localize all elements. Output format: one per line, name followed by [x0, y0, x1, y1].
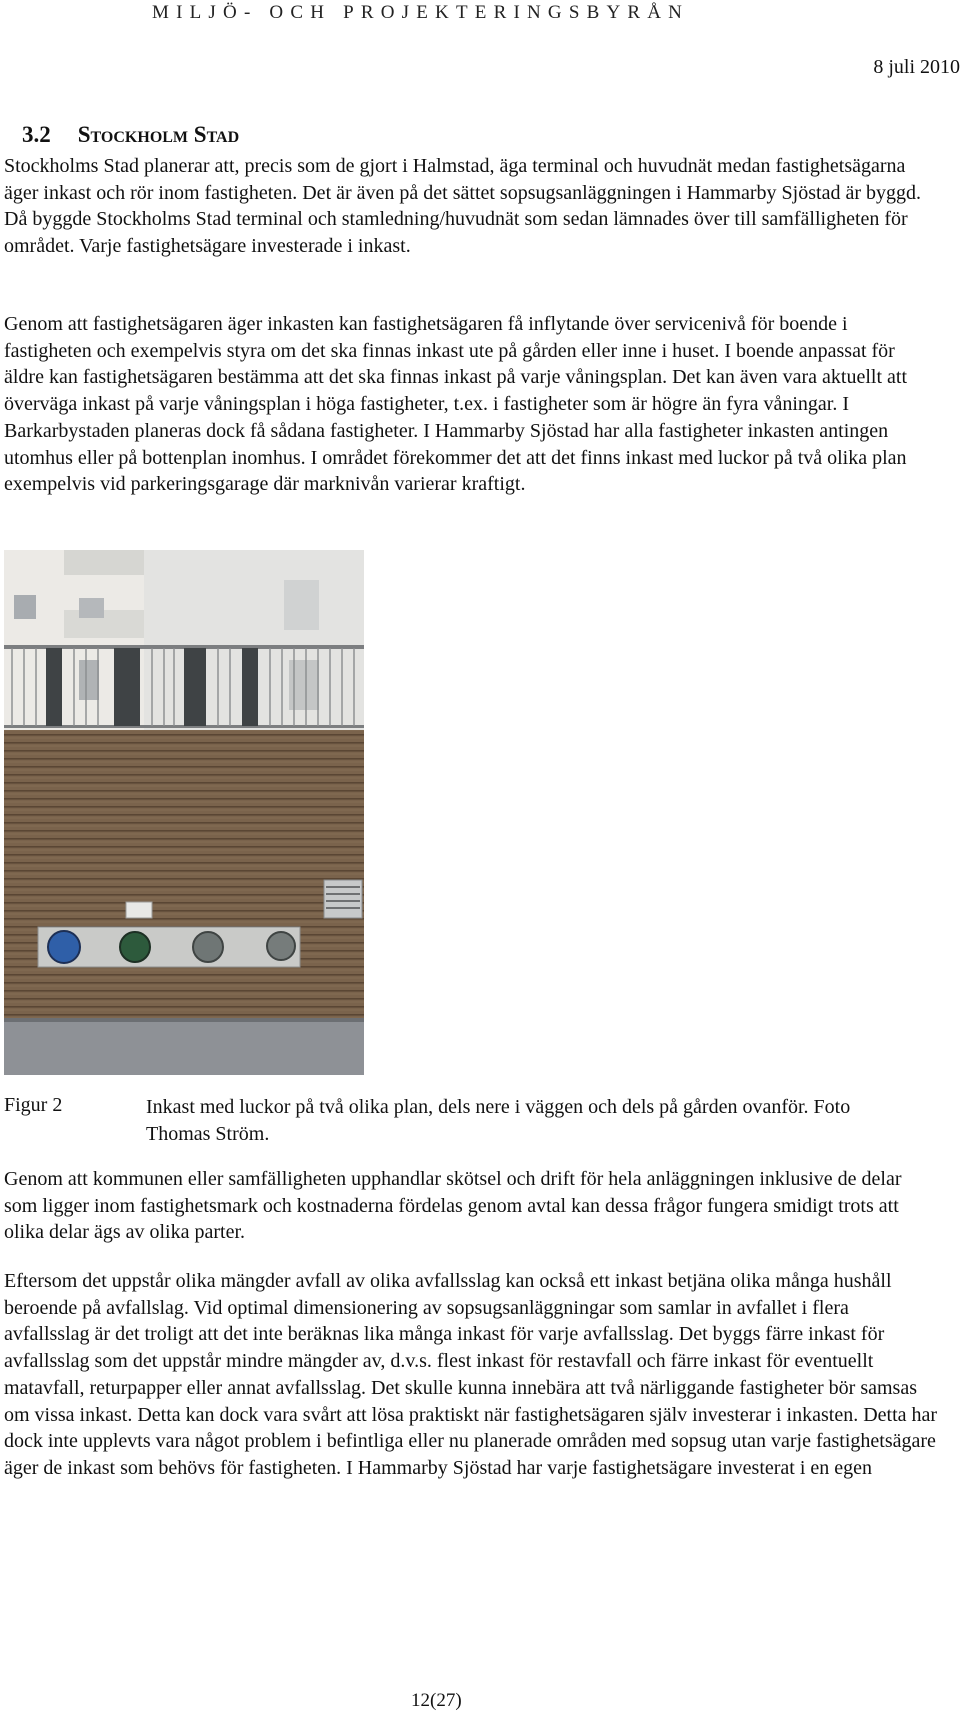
document-date: 8 juli 2010: [873, 56, 960, 78]
section-title: Stockholm Stad: [77, 122, 240, 147]
paragraph-3: Genom att kommunen eller samfälligheten upphandlar skötsel och drift för hela anläggningen inklusive de delar som ligger inom fastighetsmark och kostnaderna fördelas genom avtal kan dessa frågor fungera smidigt trots att olika delar ägs av olika parter.: [4, 1168, 902, 1244]
paragraph-4: Eftersom det uppstår olika mängder avfall av olika avfallsslag kan också ett inkast betjäna olika många hushåll beroende på avfallslag. Vid optimal dimensionering av sopsugsanläggningar som samlar in avfallet i flera avfallsslag är det troligt att det inte beräknas lika många inkast för varje avfallsslag. Det byggs färre inkast för avfallsslag som det uppstår mindre mängder av, d.v.s. flest inkast för restavfall och färre inkast för eventuellt matavfall, returpapper eller annat avfallsslag. Det skulle kunna innebära att två närliggande fastigheter bör samsas om vissa inkast. Detta kan dock vara svårt att lösa praktiskt när fastighetsägaren själv investerar i inkasten. Detta har dock inte upplevts vara något problem i befintliga eller nu planerade områden med sopsug utan varje fastighetsägare äger de inkast som behövs för fastigheten. I Hammarby Sjöstad har varje fastighetsägare investerat i en egen: [4, 1270, 938, 1479]
page-number: 12(27): [411, 1690, 462, 1711]
waste-inlet-photo: [4, 550, 364, 1075]
section-heading: [22, 122, 239, 148]
running-header: MILJÖ- OCH PROJEKTERINGSBYRÅN: [152, 2, 690, 23]
paragraph-1: Stockholms Stad planerar att, precis som de gjort i Halmstad, äga terminal och huvudnät medan fastighetsägarna äger inkast och rör inom fastigheten. Det är även på det sättet sopsugsanläggningen i Hammarby Sjöstad är byggd. Då byggde Stockholms Stad terminal och stamledning/huvudnät som sedan lämnades över till samfälligheten för området. Varje fastighetsägare investerade i inkast.: [4, 155, 921, 258]
section-number: 3.2: [22, 122, 51, 147]
paragraph-2: Genom att fastighetsägaren äger inkasten kan fastighetsägaren få inflytande över servicenivå för boende i fastigheten och exempelvis styra om det ska finnas inkast ute på gården eller inne i huset. I boende anpassat för äldre kan fastighetsägaren bestämma att det ska finnas inkast på varje våningsplan. Det kan även vara aktuellt att överväga inkast på varje våningsplan i höga fastigheter, t.ex. i fastigheter som är högre än fyra våningar. I Barkarbystaden planeras dock få sådana fastigheter. I Hammarby Sjöstad har alla fastigheter inkasten antingen utomhus eller på bottenplan inomhus. I området förekommer det att det finns inkast med luckor på två olika plan exempelvis vid parkeringsgarage där marknivån varierar kraftigt.: [4, 313, 907, 496]
figure-photo: [4, 550, 364, 1075]
figure-label: Figur 2: [4, 1094, 63, 1116]
figure-caption: Inkast med luckor på två olika plan, dels nere i väggen och dels på gården ovanför. Foto Thomas Ström.: [146, 1096, 851, 1145]
